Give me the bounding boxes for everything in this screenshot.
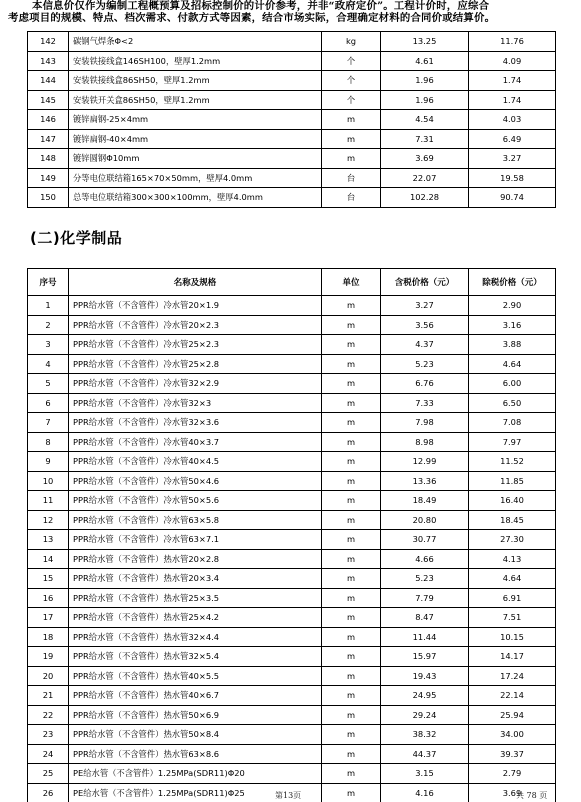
cell-name: PPR给水管（不含管件）冷水管20×1.9 bbox=[69, 296, 322, 316]
cell-price-notax: 10.15 bbox=[469, 627, 556, 647]
price-table-continued bbox=[27, 31, 556, 208]
cell-index: 14 bbox=[28, 549, 69, 569]
cell-name: 安装铁接线盒86SH50，壁厚1.2mm bbox=[69, 71, 322, 91]
table-header-row bbox=[28, 269, 556, 296]
table-row bbox=[28, 471, 556, 491]
cell-unit: m bbox=[322, 335, 381, 355]
cell-index: 24 bbox=[28, 744, 69, 764]
cell-index: 11 bbox=[28, 491, 69, 511]
cell-price-notax: 6.91 bbox=[469, 588, 556, 608]
cell-unit: m bbox=[322, 744, 381, 764]
cell-index: 3 bbox=[28, 335, 69, 355]
cell-price-notax: 2.79 bbox=[469, 764, 556, 784]
table-row bbox=[28, 90, 556, 110]
header-name: 名称及规格 bbox=[69, 269, 322, 296]
table-row bbox=[28, 725, 556, 745]
page-total: 共 78 页 bbox=[516, 791, 548, 800]
cell-index: 21 bbox=[28, 686, 69, 706]
cell-unit: m bbox=[322, 764, 381, 784]
cell-price-tax: 18.49 bbox=[381, 491, 469, 511]
cell-name: 分等电位联结箱165×70×50mm，壁厚4.0mm bbox=[69, 168, 322, 188]
cell-index: 15 bbox=[28, 569, 69, 589]
cell-price-notax: 7.51 bbox=[469, 608, 556, 628]
table-row bbox=[28, 588, 556, 608]
cell-unit: m bbox=[322, 491, 381, 511]
cell-unit: m bbox=[322, 647, 381, 667]
notice-line-2: 考虑项目的规模、特点、档次需求、付款方式等因素，结合市场实际，合理确定材料的合同价或结算价。 bbox=[8, 12, 496, 24]
cell-price-notax: 3.69 bbox=[469, 783, 556, 802]
table-row bbox=[28, 608, 556, 628]
cell-price-notax: 11.76 bbox=[469, 32, 556, 52]
cell-price-tax: 1.96 bbox=[381, 90, 469, 110]
cell-name: PPR给水管（不含管件）热水管40×6.7 bbox=[69, 686, 322, 706]
header-price-notax: 除税价格（元） bbox=[469, 269, 556, 296]
table-row bbox=[28, 32, 556, 52]
cell-price-notax: 18.45 bbox=[469, 510, 556, 530]
cell-price-notax: 4.03 bbox=[469, 110, 556, 130]
cell-price-tax: 12.99 bbox=[381, 452, 469, 472]
cell-unit: m bbox=[322, 471, 381, 491]
cell-index: 1 bbox=[28, 296, 69, 316]
cell-index: 19 bbox=[28, 647, 69, 667]
cell-price-tax: 8.47 bbox=[381, 608, 469, 628]
cell-price-tax: 30.77 bbox=[381, 530, 469, 550]
table-row bbox=[28, 335, 556, 355]
cell-price-notax: 25.94 bbox=[469, 705, 556, 725]
cell-price-tax: 3.69 bbox=[381, 149, 469, 169]
cell-price-tax: 7.79 bbox=[381, 588, 469, 608]
cell-unit: m bbox=[322, 413, 381, 433]
cell-name: PPR给水管（不含管件）热水管25×3.5 bbox=[69, 588, 322, 608]
cell-price-tax: 20.80 bbox=[381, 510, 469, 530]
table-row bbox=[28, 188, 556, 208]
cell-price-notax: 3.27 bbox=[469, 149, 556, 169]
cell-name: 镀锌圆钢Φ10mm bbox=[69, 149, 322, 169]
cell-index: 8 bbox=[28, 432, 69, 452]
cell-price-notax: 4.64 bbox=[469, 569, 556, 589]
cell-name: PPR给水管（不含管件）冷水管63×7.1 bbox=[69, 530, 322, 550]
cell-index: 10 bbox=[28, 471, 69, 491]
cell-name: 镀锌扁钢-25×4mm bbox=[69, 110, 322, 130]
cell-unit: m bbox=[322, 393, 381, 413]
cell-index: 149 bbox=[28, 168, 69, 188]
cell-unit: m bbox=[322, 569, 381, 589]
cell-unit: m bbox=[322, 452, 381, 472]
cell-price-notax: 6.50 bbox=[469, 393, 556, 413]
table-row bbox=[28, 354, 556, 374]
cell-unit: m bbox=[322, 725, 381, 745]
cell-price-tax: 15.97 bbox=[381, 647, 469, 667]
cell-index: 7 bbox=[28, 413, 69, 433]
cell-price-notax: 34.00 bbox=[469, 725, 556, 745]
cell-price-notax: 7.97 bbox=[469, 432, 556, 452]
cell-price-tax: 4.16 bbox=[381, 783, 469, 802]
notice-line-1: 本信息价仅作为编制工程概预算及招标控制价的计价参考，并非“政府定价”。工程计价时，应综合 bbox=[32, 0, 490, 12]
cell-price-notax: 1.74 bbox=[469, 71, 556, 91]
cell-price-tax: 11.44 bbox=[381, 627, 469, 647]
cell-price-notax: 4.64 bbox=[469, 354, 556, 374]
cell-price-tax: 19.43 bbox=[381, 666, 469, 686]
cell-name: PPR给水管（不含管件）热水管63×8.6 bbox=[69, 744, 322, 764]
cell-price-tax: 5.23 bbox=[381, 354, 469, 374]
cell-price-notax: 22.14 bbox=[469, 686, 556, 706]
cell-unit: 台 bbox=[322, 168, 381, 188]
cell-unit: m bbox=[322, 110, 381, 130]
cell-name: PPR给水管（不含管件）冷水管40×4.5 bbox=[69, 452, 322, 472]
cell-price-tax: 7.31 bbox=[381, 129, 469, 149]
cell-price-tax: 13.36 bbox=[381, 471, 469, 491]
table-row bbox=[28, 549, 556, 569]
cell-name: 安装铁接线盒146SH100，壁厚1.2mm bbox=[69, 51, 322, 71]
cell-name: PPR给水管（不含管件）热水管20×3.4 bbox=[69, 569, 322, 589]
cell-price-tax: 4.66 bbox=[381, 549, 469, 569]
cell-index: 20 bbox=[28, 666, 69, 686]
table-row bbox=[28, 510, 556, 530]
cell-index: 150 bbox=[28, 188, 69, 208]
table-row bbox=[28, 491, 556, 511]
cell-price-notax: 4.13 bbox=[469, 549, 556, 569]
cell-price-tax: 1.96 bbox=[381, 71, 469, 91]
cell-unit: 个 bbox=[322, 71, 381, 91]
cell-index: 147 bbox=[28, 129, 69, 149]
table-row bbox=[28, 764, 556, 784]
table-row bbox=[28, 666, 556, 686]
cell-index: 6 bbox=[28, 393, 69, 413]
header-unit: 单位 bbox=[322, 269, 381, 296]
table-row bbox=[28, 647, 556, 667]
table-row bbox=[28, 168, 556, 188]
page-number: 第13页 bbox=[275, 791, 302, 800]
cell-name: PPR给水管（不含管件）冷水管32×3.6 bbox=[69, 413, 322, 433]
cell-unit: m bbox=[322, 149, 381, 169]
table-row bbox=[28, 296, 556, 316]
table-row bbox=[28, 686, 556, 706]
cell-name: PPR给水管（不含管件）冷水管50×4.6 bbox=[69, 471, 322, 491]
cell-name: PPR给水管（不含管件）冷水管50×5.6 bbox=[69, 491, 322, 511]
cell-name: PPR给水管（不含管件）热水管40×5.5 bbox=[69, 666, 322, 686]
cell-price-notax: 7.08 bbox=[469, 413, 556, 433]
cell-price-notax: 16.40 bbox=[469, 491, 556, 511]
cell-price-tax: 4.54 bbox=[381, 110, 469, 130]
cell-index: 148 bbox=[28, 149, 69, 169]
cell-unit: m bbox=[322, 296, 381, 316]
cell-unit: m bbox=[322, 686, 381, 706]
cell-price-notax: 27.30 bbox=[469, 530, 556, 550]
cell-index: 23 bbox=[28, 725, 69, 745]
cell-name: PPR给水管（不含管件）冷水管20×2.3 bbox=[69, 315, 322, 335]
cell-name: PPR给水管（不含管件）冷水管25×2.8 bbox=[69, 354, 322, 374]
cell-name: PPR给水管（不含管件）冷水管25×2.3 bbox=[69, 335, 322, 355]
cell-unit: m bbox=[322, 549, 381, 569]
cell-index: 4 bbox=[28, 354, 69, 374]
cell-price-notax: 6.49 bbox=[469, 129, 556, 149]
cell-index: 143 bbox=[28, 51, 69, 71]
cell-unit: m bbox=[322, 627, 381, 647]
cell-price-tax: 38.32 bbox=[381, 725, 469, 745]
cell-index: 22 bbox=[28, 705, 69, 725]
cell-price-tax: 24.95 bbox=[381, 686, 469, 706]
notice-text bbox=[8, 0, 573, 24]
table-row bbox=[28, 315, 556, 335]
cell-price-tax: 4.61 bbox=[381, 51, 469, 71]
table-row bbox=[28, 744, 556, 764]
cell-price-tax: 102.28 bbox=[381, 188, 469, 208]
cell-price-notax: 19.58 bbox=[469, 168, 556, 188]
cell-index: 145 bbox=[28, 90, 69, 110]
cell-index: 2 bbox=[28, 315, 69, 335]
cell-unit: 个 bbox=[322, 51, 381, 71]
cell-price-notax: 17.24 bbox=[469, 666, 556, 686]
cell-unit: m bbox=[322, 705, 381, 725]
cell-unit: m bbox=[322, 783, 381, 802]
cell-price-notax: 2.90 bbox=[469, 296, 556, 316]
cell-name: PPR给水管（不含管件）热水管50×6.9 bbox=[69, 705, 322, 725]
cell-price-tax: 8.98 bbox=[381, 432, 469, 452]
cell-index: 5 bbox=[28, 374, 69, 394]
cell-unit: 台 bbox=[322, 188, 381, 208]
cell-unit: m bbox=[322, 129, 381, 149]
cell-name: PPR给水管（不含管件）热水管50×8.4 bbox=[69, 725, 322, 745]
cell-price-tax: 22.07 bbox=[381, 168, 469, 188]
cell-unit: m bbox=[322, 510, 381, 530]
cell-price-tax: 3.15 bbox=[381, 764, 469, 784]
cell-unit: m bbox=[322, 374, 381, 394]
cell-index: 142 bbox=[28, 32, 69, 52]
cell-price-tax: 7.98 bbox=[381, 413, 469, 433]
cell-name: PPR给水管（不含管件）冷水管40×3.7 bbox=[69, 432, 322, 452]
chemical-products-table bbox=[27, 268, 556, 802]
section-title: (二)化学制品 bbox=[30, 229, 123, 247]
cell-price-notax: 1.74 bbox=[469, 90, 556, 110]
table-row bbox=[28, 393, 556, 413]
cell-unit: m bbox=[322, 666, 381, 686]
cell-price-tax: 4.37 bbox=[381, 335, 469, 355]
cell-name: PPR给水管（不含管件）热水管20×2.8 bbox=[69, 549, 322, 569]
cell-price-notax: 11.85 bbox=[469, 471, 556, 491]
cell-index: 26 bbox=[28, 783, 69, 802]
cell-name: 总等电位联结箱300×300×100mm，壁厚4.0mm bbox=[69, 188, 322, 208]
cell-name: PPR给水管（不含管件）热水管32×4.4 bbox=[69, 627, 322, 647]
cell-unit: m bbox=[322, 354, 381, 374]
cell-price-notax: 4.09 bbox=[469, 51, 556, 71]
cell-name: 碳钢气焊条Φ<2 bbox=[69, 32, 322, 52]
cell-price-tax: 29.24 bbox=[381, 705, 469, 725]
cell-index: 13 bbox=[28, 530, 69, 550]
cell-index: 9 bbox=[28, 452, 69, 472]
table-row bbox=[28, 51, 556, 71]
cell-index: 144 bbox=[28, 71, 69, 91]
cell-index: 12 bbox=[28, 510, 69, 530]
table-row bbox=[28, 627, 556, 647]
cell-index: 18 bbox=[28, 627, 69, 647]
cell-price-tax: 7.33 bbox=[381, 393, 469, 413]
table-row bbox=[28, 452, 556, 472]
cell-price-notax: 90.74 bbox=[469, 188, 556, 208]
cell-price-notax: 3.88 bbox=[469, 335, 556, 355]
cell-price-notax: 3.16 bbox=[469, 315, 556, 335]
cell-name: PE给水管（不含管件）1.25MPa(SDR11)Φ20 bbox=[69, 764, 322, 784]
cell-unit: m bbox=[322, 588, 381, 608]
table-row bbox=[28, 432, 556, 452]
cell-name: 镀锌扁钢-40×4mm bbox=[69, 129, 322, 149]
cell-name: PPR给水管（不含管件）热水管32×5.4 bbox=[69, 647, 322, 667]
cell-index: 16 bbox=[28, 588, 69, 608]
cell-unit: m bbox=[322, 530, 381, 550]
cell-name: PE给水管（不含管件）1.25MPa(SDR11)Φ25 bbox=[69, 783, 322, 802]
cell-name: PPR给水管（不含管件）冷水管32×2.9 bbox=[69, 374, 322, 394]
cell-index: 25 bbox=[28, 764, 69, 784]
cell-unit: kg bbox=[322, 32, 381, 52]
cell-unit: m bbox=[322, 432, 381, 452]
table-row bbox=[28, 569, 556, 589]
cell-index: 146 bbox=[28, 110, 69, 130]
cell-price-tax: 5.23 bbox=[381, 569, 469, 589]
header-price-tax: 含税价格（元） bbox=[381, 269, 469, 296]
table-row bbox=[28, 149, 556, 169]
cell-price-notax: 14.17 bbox=[469, 647, 556, 667]
table-row bbox=[28, 129, 556, 149]
cell-name: PPR给水管（不含管件）热水管25×4.2 bbox=[69, 608, 322, 628]
cell-price-notax: 11.52 bbox=[469, 452, 556, 472]
cell-price-tax: 6.76 bbox=[381, 374, 469, 394]
cell-price-tax: 3.56 bbox=[381, 315, 469, 335]
cell-price-notax: 39.37 bbox=[469, 744, 556, 764]
cell-unit: m bbox=[322, 315, 381, 335]
cell-index: 17 bbox=[28, 608, 69, 628]
cell-name: 安装铁开关盒86SH50，壁厚1.2mm bbox=[69, 90, 322, 110]
table-row bbox=[28, 413, 556, 433]
table-row bbox=[28, 374, 556, 394]
cell-price-tax: 13.25 bbox=[381, 32, 469, 52]
header-index: 序号 bbox=[28, 269, 69, 296]
table-row bbox=[28, 705, 556, 725]
cell-unit: 个 bbox=[322, 90, 381, 110]
cell-name: PPR给水管（不含管件）冷水管32×3 bbox=[69, 393, 322, 413]
cell-price-tax: 3.27 bbox=[381, 296, 469, 316]
table-row bbox=[28, 530, 556, 550]
cell-price-notax: 6.00 bbox=[469, 374, 556, 394]
cell-unit: m bbox=[322, 608, 381, 628]
table-row bbox=[28, 71, 556, 91]
cell-price-tax: 44.37 bbox=[381, 744, 469, 764]
cell-name: PPR给水管（不含管件）冷水管63×5.8 bbox=[69, 510, 322, 530]
table-row bbox=[28, 110, 556, 130]
